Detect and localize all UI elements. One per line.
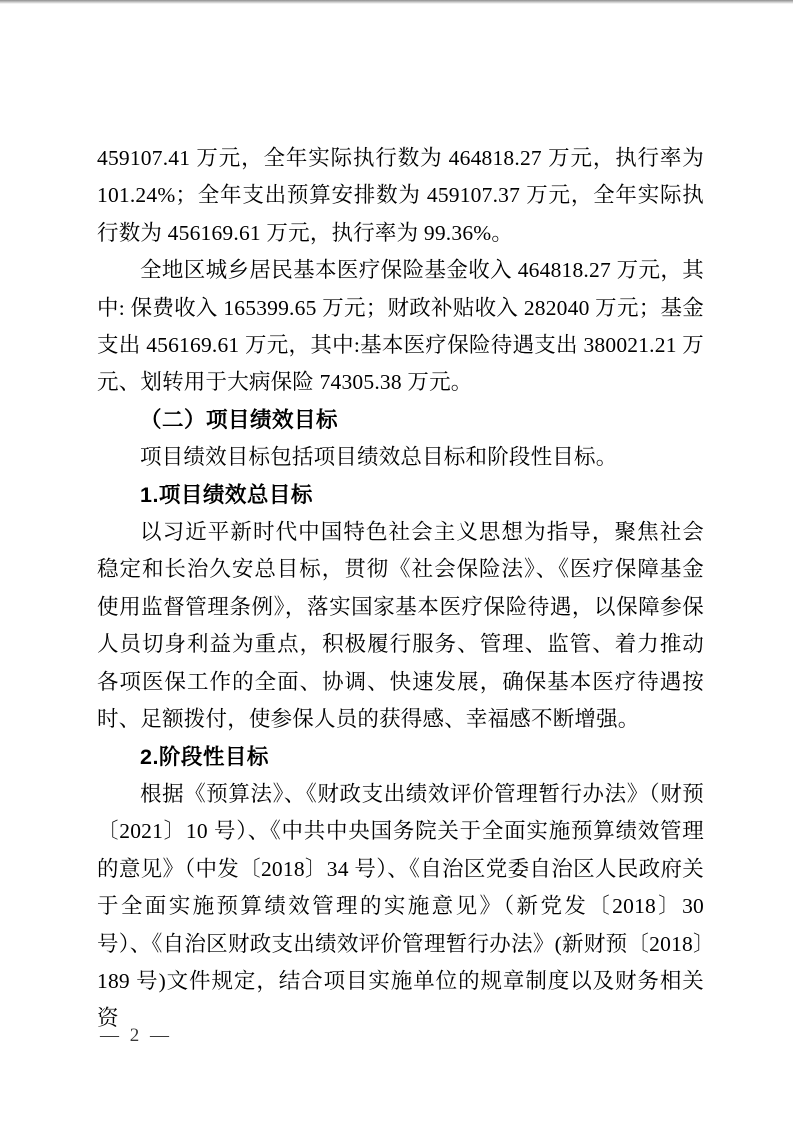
paragraph-fund-income-breakdown: 全地区城乡居民基本医疗保险基金收入 464818.27 万元，其中: 保费收入 165399.65 万元；财政补贴收入 282040 万元；基金支出 456169.61 万元，其中:基本医疗保险待遇支出 380021.21 万元、划转用于大病保险 74305.38 万元。: [97, 258, 704, 395]
paragraph-stage-goal-basis: 根据《预算法》、《财政支出绩效评价管理暂行办法》（财预〔2021〕10 号）、《中共中央国务院关于全面实施预算绩效管理的意见》（中发〔2018〕34 号）、《自治区党委自治区人民政府关于全面实施预算绩效管理的实施意见》（新党发〔2018〕30 号）、《自治区财政支出绩效评价管理暂行办法》(新财预〔2018〕189 号)文件规定，结合项目实施单位的规章制度以及财务相关资: [97, 781, 704, 1031]
paragraph-budget-execution: 459107.41 万元，全年实际执行数为 464818.27 万元，执行率为 101.24%；全年支出预算安排数为 459107.37 万元，全年实际执行数为 456169.61 万元，执行率为 99.36%。: [97, 146, 704, 245]
paragraph-goals-overview: 项目绩效目标包括项目绩效总目标和阶段性目标。: [140, 445, 618, 470]
heading-stage-goal: 2.阶段性目标: [140, 744, 269, 769]
page-number: — 2 —: [100, 1025, 172, 1046]
scan-edge-shadow: [0, 0, 793, 4]
heading-overall-goal: 1.项目绩效总目标: [140, 482, 313, 507]
paragraph-overall-goal: 以习近平新时代中国特色社会主义思想为指导，聚焦社会稳定和长治久安总目标，贯彻《社会保险法》、《医疗保障基金使用监督管理条例》，落实国家基本医疗保险待遇，以保障参保人员切身利益为重点，积极履行服务、管理、监管、着力推动各项医保工作的全面、协调、快速发展，确保基本医疗待遇按时、足额拨付，使参保人员的获得感、幸福感不断增强。: [97, 520, 704, 732]
document-body: [97, 140, 704, 1038]
heading-project-performance-goals: （二）项目绩效目标: [140, 407, 339, 432]
